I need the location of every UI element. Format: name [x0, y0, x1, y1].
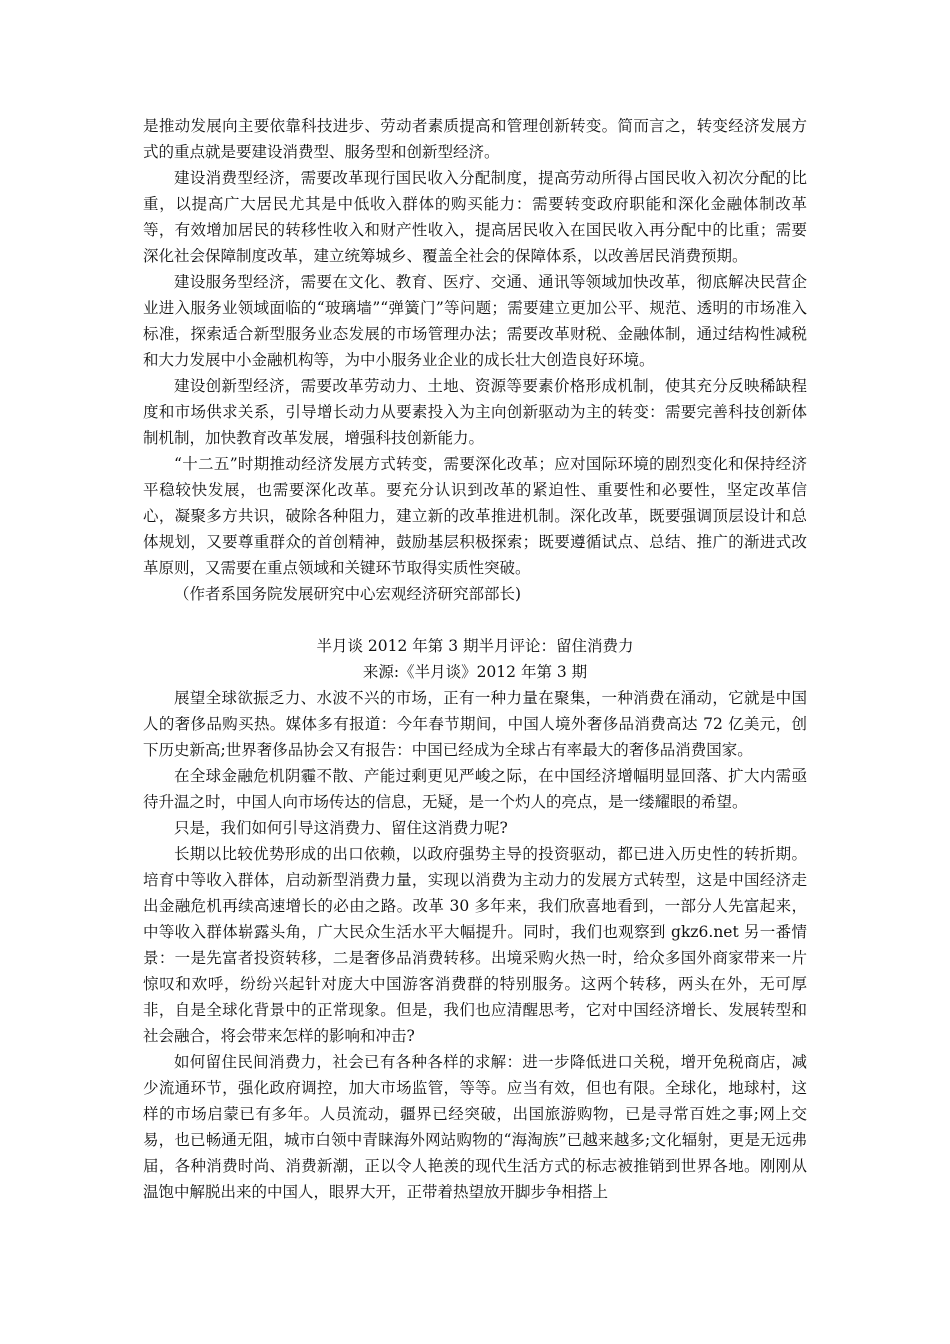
article1-paragraph: 是推动发展向主要依靠科技进步、劳动者素质提高和管理创新转变。简而言之，转变经济发展方式的重点就是要建设消费型、服务型和创新型经济。 [143, 117, 807, 161]
article2-paragraph: 如何留住民间消费力，社会已有各种各样的求解：进一步降低进口关税，增开免税商店，减少流通环节，强化政府调控，加大市场监管，等等。应当有效，但也有限。全球化，地球村，这样的市场启蒙已有多年。人员流动，疆界已经突破，出国旅游购物，已是寻常百姓之事;网上交易，也已畅通无阻，城市白领中青睐海外网站购物的“海淘族”已越来越多;文化辐射，更是无远弗届，各种消费时尚、消费新潮，正以令人艳羡的现代生活方式的标志被推销到世界各地。刚刚从温饱中解脱出来的中国人，眼界大开，正带着热望放开脚步争相搭上 [143, 1053, 807, 1201]
article2-paragraph: 展望全球欲振乏力、水波不兴的市场，正有一种力量在聚集，一种消费在涌动，它就是中国人的奢侈品购买热。媒体多有报道：今年春节期间，中国人境外奢侈品消费高达 72 亿美元，创下历史新高;世界奢侈品协会又有报告：中国已经成为全球占有率最大的奢侈品消费国家。 [143, 689, 807, 759]
article2-paragraph: 在全球金融危机阴霾不散、产能过剩更见严峻之际，在中国经济增幅明显回落、扩大内需亟待升温之时，中国人向市场传达的信息，无疑，是一个灼人的亮点，是一缕耀眼的希望。 [143, 767, 807, 811]
article2-paragraph: 只是，我们如何引导这消费力、留住这消费力呢? [174, 819, 508, 837]
section-gap [143, 607, 807, 633]
article1-paragraph: 建设服务型经济，需要在文化、教育、医疗、交通、通讯等领域加快改革，彻底解决民营企业进入服务业领域面临的“玻璃墙”“弹簧门”等问题；需要建立更加公平、规范、透明的市场准入标准，探索适合新型服务业态发展的市场管理办法；需要改革财税、金融体制，通过结构性减税和大力发展中小金融机构等，为中小服务业企业的成长壮大创造良好环境。 [143, 273, 807, 369]
article2-paragraph: 长期以比较优势形成的出口依赖，以政府强势主导的投资驱动，都已进入历史性的转折期。培育中等收入群体，启动新型消费力量，实现以消费为主动力的发展方式转型，这是中国经济走出金融危机再续高速增长的必由之路。改革 30 多年来，我们欣喜地看到，一部分人先富起来，中等收入群体崭露头角，广大民众生活水平大幅提升。同时，我们也观察到 gkz6.net 另一番情景：一是先富者投资转移，二是奢侈品消费转移。出境采购火热一时，给众多国外商家带来一片惊叹和欢呼，纷纷兴起针对庞大中国游客消费群的特别服务。这两个转移，两头在外，无可厚非，自是全球化背景中的正常现象。但是，我们也应清醒思考，它对中国经济增长、发展转型和社会融合，将会带来怎样的影响和冲击? [143, 845, 807, 1045]
article1-paragraph: 建设创新型经济，需要改革劳动力、土地、资源等要素价格形成机制，使其充分反映稀缺程度和市场供求关系，引导增长动力从要素投入为主向创新驱动为主的转变：需要完善科技创新体制机制，加快教育改革发展，增强科技创新能力。 [143, 377, 807, 447]
article2-source: 来源:《半月谈》2012 年第 3 期 [362, 663, 588, 681]
article1-paragraph: 建设消费型经济，需要改革现行国民收入分配制度，提高劳动所得占国民收入初次分配的比重，以提高广大居民尤其是中低收入群体的购买能力：需要转变政府职能和深化金融体制改革等，有效增加居民的转移性收入和财产性收入，提高居民收入在国民收入再分配中的比重；需要深化社会保障制度改革，建立统筹城乡、覆盖全社会的保障体系，以改善居民消费预期。 [143, 169, 807, 265]
document-page [143, 113, 807, 1205]
article2-title: 半月谈 2012 年第 3 期半月评论：留住消费力 [316, 637, 634, 655]
article1-paragraph: “十二五”时期推动经济发展方式转变，需要深化改革；应对国际环境的剧烈变化和保持经济平稳较快发展，也需要深化改革。要充分认识到改革的紧迫性、重要性和必要性，坚定改革信心，凝聚多方共识，破除各种阻力，建立新的改革推进机制。深化改革，既要强调顶层设计和总体规划，又要尊重群众的首创精神，鼓励基层积极探索；既要遵循试点、总结、推广的渐进式改革原则，又需要在重点领域和关键环节取得实质性突破。 [143, 455, 807, 577]
author-note: （作者系国务院发展研究中心宏观经济研究部部长) [174, 585, 522, 603]
